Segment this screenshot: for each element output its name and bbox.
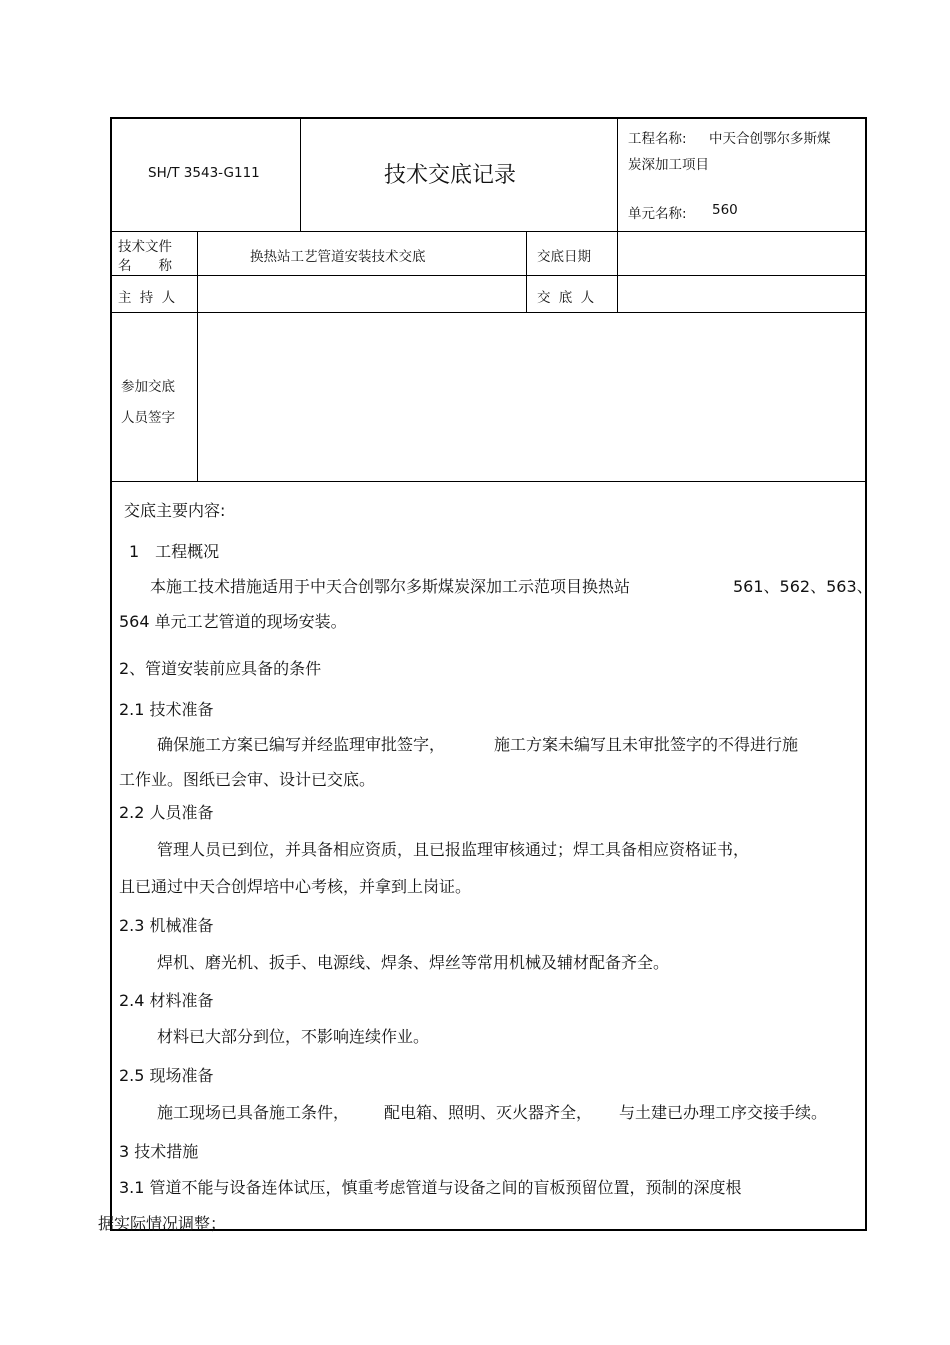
- section-3-1-para-line2: 据实际情况调整；: [98, 1214, 227, 1233]
- content-heading: 交底主要内容:: [124, 501, 226, 520]
- date-label: 交底日期: [537, 249, 591, 265]
- section-1-para-part1: 本施工技术措施适用于中天合创鄂尔多斯煤炭深加工示范项目换热站: [150, 577, 631, 596]
- date-col-divider-right: [617, 231, 618, 312]
- page-title: 技术交底记录: [384, 163, 517, 188]
- section-1-title: 1 工程概况: [129, 542, 220, 561]
- table-border-right: [865, 117, 867, 1231]
- row-line-2: [110, 275, 867, 276]
- form-code: SH/T 3543-G111: [148, 165, 260, 181]
- unit-value: 560: [712, 202, 738, 218]
- section-2-5-title: 2.5 现场准备: [119, 1066, 214, 1085]
- section-1-para-part2: 561、562、563、: [733, 577, 873, 596]
- section-3-title: 3 技术措施: [119, 1142, 199, 1161]
- date-col-divider-left: [526, 231, 527, 312]
- section-2-2-title: 2.2 人员准备: [119, 803, 214, 822]
- doc-name-value: 换热站工艺管道安装技术交底: [250, 249, 426, 265]
- section-2-5-para-part3: 与土建已办理工序交接手续。: [619, 1103, 828, 1122]
- section-2-title: 2、管道安装前应具备的条件: [119, 659, 322, 678]
- header-divider-1: [300, 117, 301, 231]
- section-2-4-para: 材料已大部分到位，不影响连续作业。: [157, 1027, 430, 1046]
- attendees-signature-area: [199, 314, 863, 480]
- table-border-left: [110, 117, 112, 1231]
- section-2-1-para-part1: 确保施工方案已编写并经监理审批签字，: [157, 735, 446, 754]
- header-divider-2: [617, 117, 618, 231]
- doc-name-label-line2: 名 称: [118, 258, 172, 274]
- table-border-top: [110, 117, 867, 119]
- section-2-1-title: 2.1 技术准备: [119, 700, 214, 719]
- attendees-label-line2: 人员签字: [121, 410, 175, 426]
- project-name-line1: 中天合创鄂尔多斯煤: [709, 131, 831, 147]
- section-1-para-part3: 564 单元工艺管道的现场安装。: [119, 612, 347, 631]
- row-line-1: [110, 231, 867, 232]
- label-col-divider: [197, 231, 198, 481]
- row-line-4: [110, 481, 867, 482]
- attendees-label-line1: 参加交底: [121, 379, 175, 395]
- doc-name-label-line1: 技术文件: [118, 239, 172, 255]
- section-2-1-para-part3: 工作业。图纸已会审、设计已交底。: [119, 770, 376, 789]
- presenter-label: 交 底 人: [537, 290, 597, 306]
- section-2-3-title: 2.3 机械准备: [119, 916, 214, 935]
- project-name-line2: 炭深加工项目: [628, 157, 709, 173]
- unit-label: 单元名称:: [628, 206, 687, 222]
- section-2-3-para: 焊机、磨光机、扳手、电源线、焊条、焊丝等常用机械及辅材配备齐全。: [157, 953, 670, 972]
- project-label: 工程名称:: [628, 131, 687, 147]
- host-label: 主 持 人: [118, 290, 178, 306]
- section-2-2-para-line2: 且已通过中天合创焊培中心考核，并拿到上岗证。: [119, 877, 472, 896]
- section-2-1-para-part2: 施工方案未编写且未审批签字的不得进行施: [494, 735, 799, 754]
- row-line-3: [110, 312, 867, 313]
- section-3-1-para-line1: 3.1 管道不能与设备连体试压，慎重考虑管道与设备之间的盲板预留位置，预制的深度根: [119, 1178, 742, 1197]
- section-2-4-title: 2.4 材料准备: [119, 991, 214, 1010]
- section-2-2-para-line1: 管理人员已到位，并具备相应资质，且已报监理审核通过；焊工具备相应资格证书，: [157, 840, 750, 859]
- section-2-5-para-part2: 配电箱、照明、灭火器齐全，: [384, 1103, 593, 1122]
- section-2-5-para-part1: 施工现场已具备施工条件，: [157, 1103, 350, 1122]
